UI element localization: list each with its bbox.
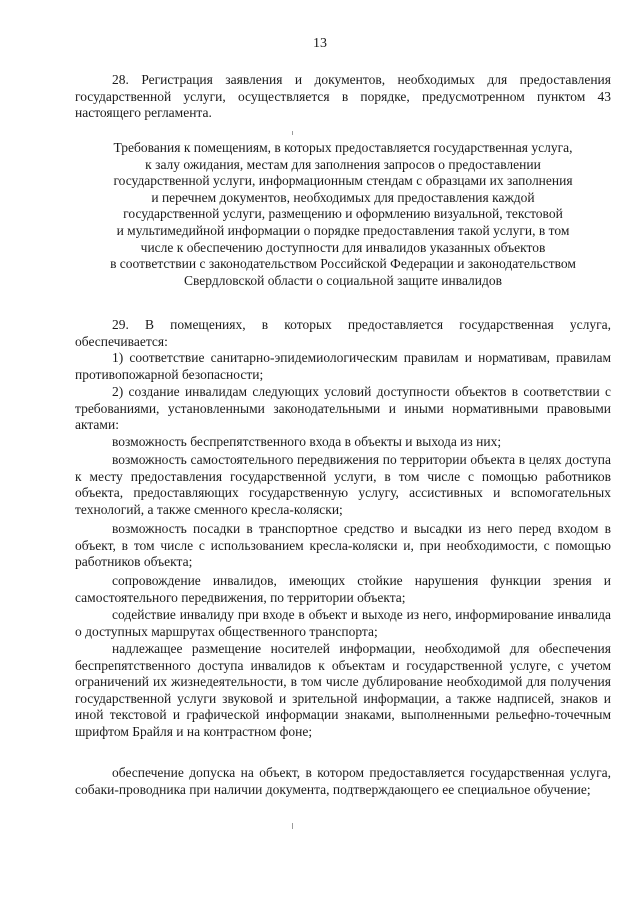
paragraph-29-sub-d: сопровождение инвалидов, имеющих стойкие нарушения функции зрения и самостоятельного передвижения, по территории объекта; <box>75 573 611 605</box>
heading-line: государственной услуги, размещению и оформлению визуальной, текстовой <box>123 206 563 222</box>
paragraph-29-sub-g: обеспечение допуска на объект, в котором предоставляется государственная услуга, собаки-проводника при наличии документа, подтверждающего ее специальное обучение; <box>75 765 611 797</box>
heading-line: Требования к помещениям, в которых предоставляется государственная услуга, <box>113 140 573 155</box>
paragraph-29-item-1: 1) соответствие санитарно-эпидемиологическим правилам и нормативам, правилам противопожарной безопасности; <box>75 350 611 382</box>
paragraph-29-sub-b: возможность самостоятельного передвижения по территории объекта в целях доступа к месту предоставления государственной услуги, в том числе с помощью работников объекта, предоставляющих государственную услугу, ассистивных и вспомогательных технологий, а также сменного кресла-коляски; <box>75 452 611 517</box>
paragraph-29-sub-e: содействие инвалиду при входе в объект и выходе из него, информирование инвалида о доступных маршрутах общественного транспорта; <box>75 607 611 639</box>
paragraph-29-intro: 29. В помещениях, в которых предоставляется государственная услуга, обеспечивается: <box>75 317 611 349</box>
paragraph-29-sub-f: надлежащее размещение носителей информации, необходимой для обеспечения беспрепятственного доступа инвалидов к объектам и государственной услуге, с учетом ограничений их жизнедеятельности, в том числе дублирование необходимой для получения государственной услуги звуковой и зрительной информации, а также надписей, знаков и иной текстовой и графической информации знаками, выполненными рельефно-точечным шрифтом Брайля и на контрастном фоне; <box>75 641 611 739</box>
heading-line: к залу ожидания, местам для заполнения запросов о предоставлении <box>145 156 541 172</box>
paragraph-28: 28. Регистрация заявления и документов, необходимых для предоставления государственной услуги, осуществляется в порядке, предусмотренном пунктом 43 настоящего регламента. <box>75 72 611 121</box>
heading-line: и перечнем документов, необходимых для предоставления каждой <box>151 189 535 205</box>
heading-line: Свердловской области о социальной защите инвалидов <box>183 272 503 288</box>
heading-line: в соответствии с законодательством Российской Федерации и законодательством <box>110 256 576 272</box>
paragraph-29-sub-c: возможность посадки в транспортное средство и высадки из него перед входом в объект, в том числе с использованием кресла-коляски и, при необходимости, с помощью работников объекта; <box>75 521 611 570</box>
paragraph-29-item-2: 2) создание инвалидам следующих условий доступности объектов в соответствии с требованиями, установленными законодательными и иными нормативными правовыми актами: <box>75 384 611 433</box>
scan-mark <box>292 131 293 135</box>
heading-line: и мультимедийной информации о порядке предоставления такой услуги, в том <box>116 222 570 238</box>
section-heading <box>75 140 611 289</box>
paragraph-29-sub-a: возможность беспрепятственного входа в объекты и выхода из них; <box>112 434 502 449</box>
scan-mark <box>292 823 293 829</box>
page-number: 13 <box>313 36 327 51</box>
heading-line: числе к обеспечению доступности для инвалидов указанных объектов <box>140 239 546 255</box>
heading-line: государственной услуги, информационным стендам с образцами их заполнения <box>113 173 573 189</box>
